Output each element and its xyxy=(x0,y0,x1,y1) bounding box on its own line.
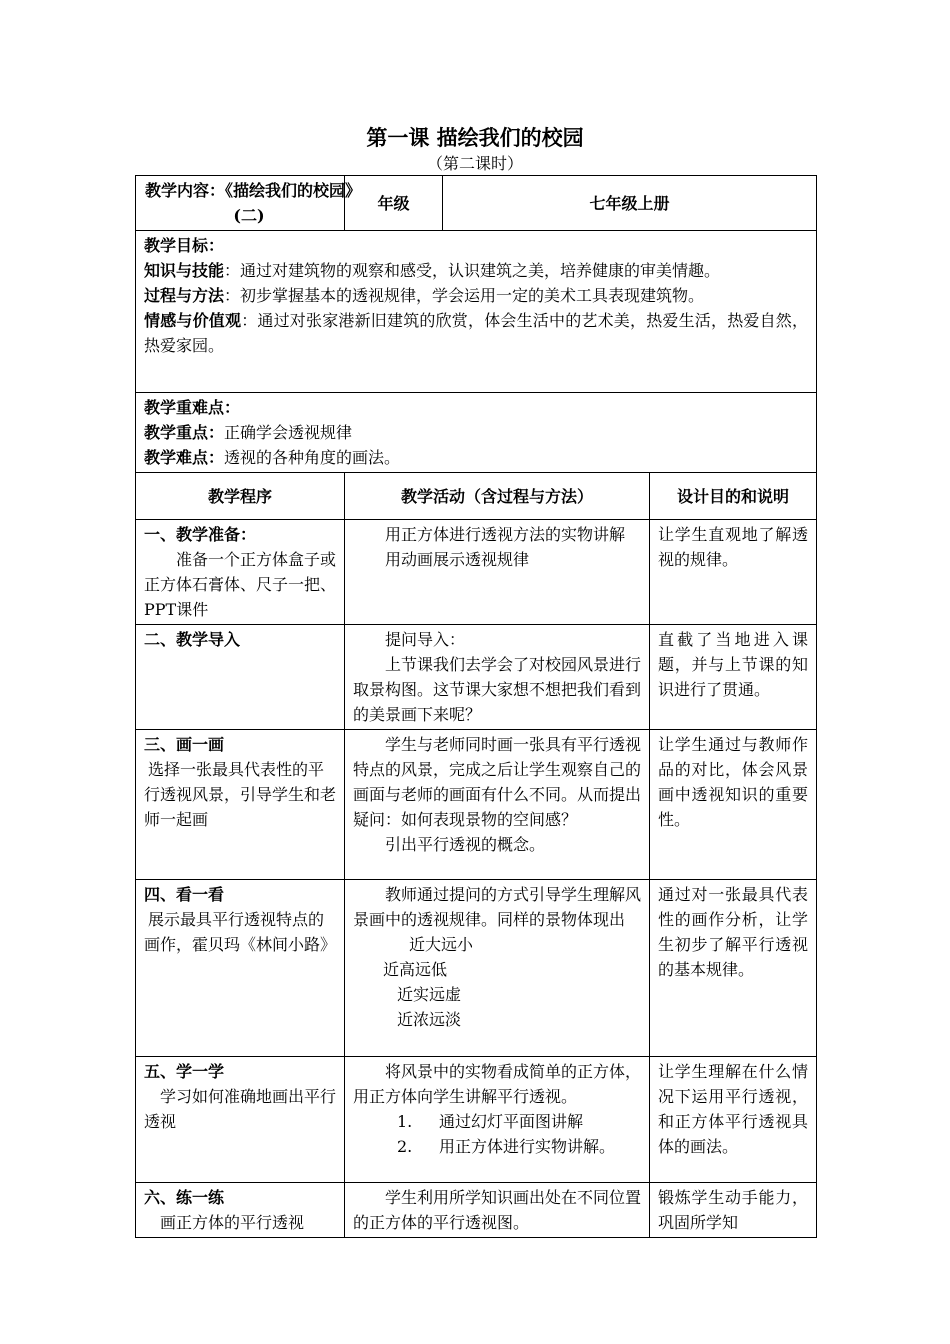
step-purpose: 直截了当地进入课题，并与上节课的知识进行了贯通。 xyxy=(650,625,817,730)
page-title: 第一课 描绘我们的校园 xyxy=(366,125,584,150)
step-desc: 准备一个正方体盒子或正方体石膏体、尺子一把、PPT课件 xyxy=(144,550,337,619)
step-desc: 展示最具平行透视特点的画作，霍贝玛《林间小路》 xyxy=(144,910,337,954)
col-header-procedure: 教学程序 xyxy=(136,473,345,520)
goal-item: 过程与方法：初步掌握基本的透视规律，学会运用一定的美术工具表现建筑物。 xyxy=(144,286,705,305)
col-header-activity: 教学活动（含过程与方法） xyxy=(345,473,650,520)
step-activity: 用正方体进行透视方法的实物讲解 用动画展示透视规律 xyxy=(345,520,650,625)
lesson-plan-table xyxy=(135,175,817,1238)
step-procedure xyxy=(136,880,345,1057)
goals-heading: 教学目标： xyxy=(144,236,225,255)
goal-item: 情感与价值观：通过对张家港新旧建筑的欣赏，体会生活中的艺术美，热爱生活，热爱自然，热爱家园。 xyxy=(144,311,808,355)
step-desc: 选择一张最具代表性的平行透视风景，引导学生和老师一起画 xyxy=(144,760,337,829)
step-purpose: 让学生理解在什么情况下运用平行透视，和正方体平行透视具体的画法。 xyxy=(650,1057,817,1183)
content-label: 教学内容：《描绘我们的校园》(二) xyxy=(136,176,345,231)
keypoints-cell xyxy=(136,393,817,473)
focus-line: 教学重点：正确学会透视规律 xyxy=(144,423,353,442)
step-row xyxy=(136,730,817,880)
col-header-purpose: 设计目的和说明 xyxy=(650,473,817,520)
step-purpose: 让学生通过与教师作品的对比，体会风景画中透视知识的重要性。 xyxy=(650,730,817,880)
step-activity: 学生与老师同时画一张具有平行透视特点的风景，完成之后让学生观察自己的画面与老师的画面有什么不同。从而提出疑问：如何表现景物的空间感？ 引出平行透视的概念。 xyxy=(345,730,650,880)
step-title: 五、学一学 xyxy=(144,1062,225,1081)
step-procedure xyxy=(136,730,345,880)
step-title: 四、看一看 xyxy=(144,885,225,904)
keypoints-row xyxy=(136,393,817,473)
step-title: 一、教学准备： xyxy=(144,525,257,544)
step-purpose: 锻炼学生动手能力，巩固所学知 xyxy=(650,1183,817,1238)
step-procedure xyxy=(136,520,345,625)
step-desc: 画正方体的平行透视 xyxy=(160,1213,305,1232)
step-row xyxy=(136,1057,817,1183)
column-header-row xyxy=(136,473,817,520)
goals-row xyxy=(136,231,817,393)
grade-value: 七年级上册 xyxy=(443,176,817,231)
step-title: 二、教学导入 xyxy=(144,630,241,649)
step-procedure xyxy=(136,1183,345,1238)
goal-item: 知识与技能：通过对建筑物的观察和感受，认识建筑之美，培养健康的审美情趣。 xyxy=(144,261,721,280)
info-row xyxy=(136,176,817,231)
page-subtitle: （第二课时） xyxy=(426,154,523,173)
step-row xyxy=(136,1183,817,1238)
list-item: 1. 通过幻灯平面图讲解 xyxy=(397,1112,584,1131)
step-row xyxy=(136,880,817,1057)
step-row xyxy=(136,625,817,730)
step-desc: 学习如何准确地画出平行透视 xyxy=(144,1087,337,1131)
step-activity: 提问导入： 上节课我们去学会了对校园风景进行取景构图。这节课大家想不想把我们看到的美景画下来呢？ xyxy=(345,625,650,730)
step-purpose: 通过对一张最具代表性的画作分析，让学生初步了解平行透视的基本规律。 xyxy=(650,880,817,1057)
step-activity: 学生利用所学知识画出处在不同位置的正方体的平行透视图。 xyxy=(345,1183,650,1238)
step-title: 六、练一练 xyxy=(144,1188,225,1207)
goals-cell xyxy=(136,231,817,393)
step-title: 三、画一画 xyxy=(144,735,225,754)
list-item: 2. 用正方体进行实物讲解。 xyxy=(397,1137,616,1156)
step-procedure xyxy=(136,625,345,730)
grade-label: 年级 xyxy=(345,176,443,231)
keypoints-heading: 教学重难点： xyxy=(144,398,241,417)
step-activity: 教师通过提问的方式引导学生理解风景画中的透视规律。同样的景物体现出 近大远小 近高远低 近实远虚 近浓远淡 xyxy=(345,880,650,1057)
step-purpose: 让学生直观地了解透视的规律。 xyxy=(650,520,817,625)
step-activity: 将风景中的实物看成简单的正方体，用正方体向学生讲解平行透视。 1. 通过幻灯平面图讲解 2. 用正方体进行实物讲解。 xyxy=(345,1057,650,1183)
step-row xyxy=(136,520,817,625)
step-procedure xyxy=(136,1057,345,1183)
difficulty-line: 教学难点：透视的各种角度的画法。 xyxy=(144,448,401,467)
